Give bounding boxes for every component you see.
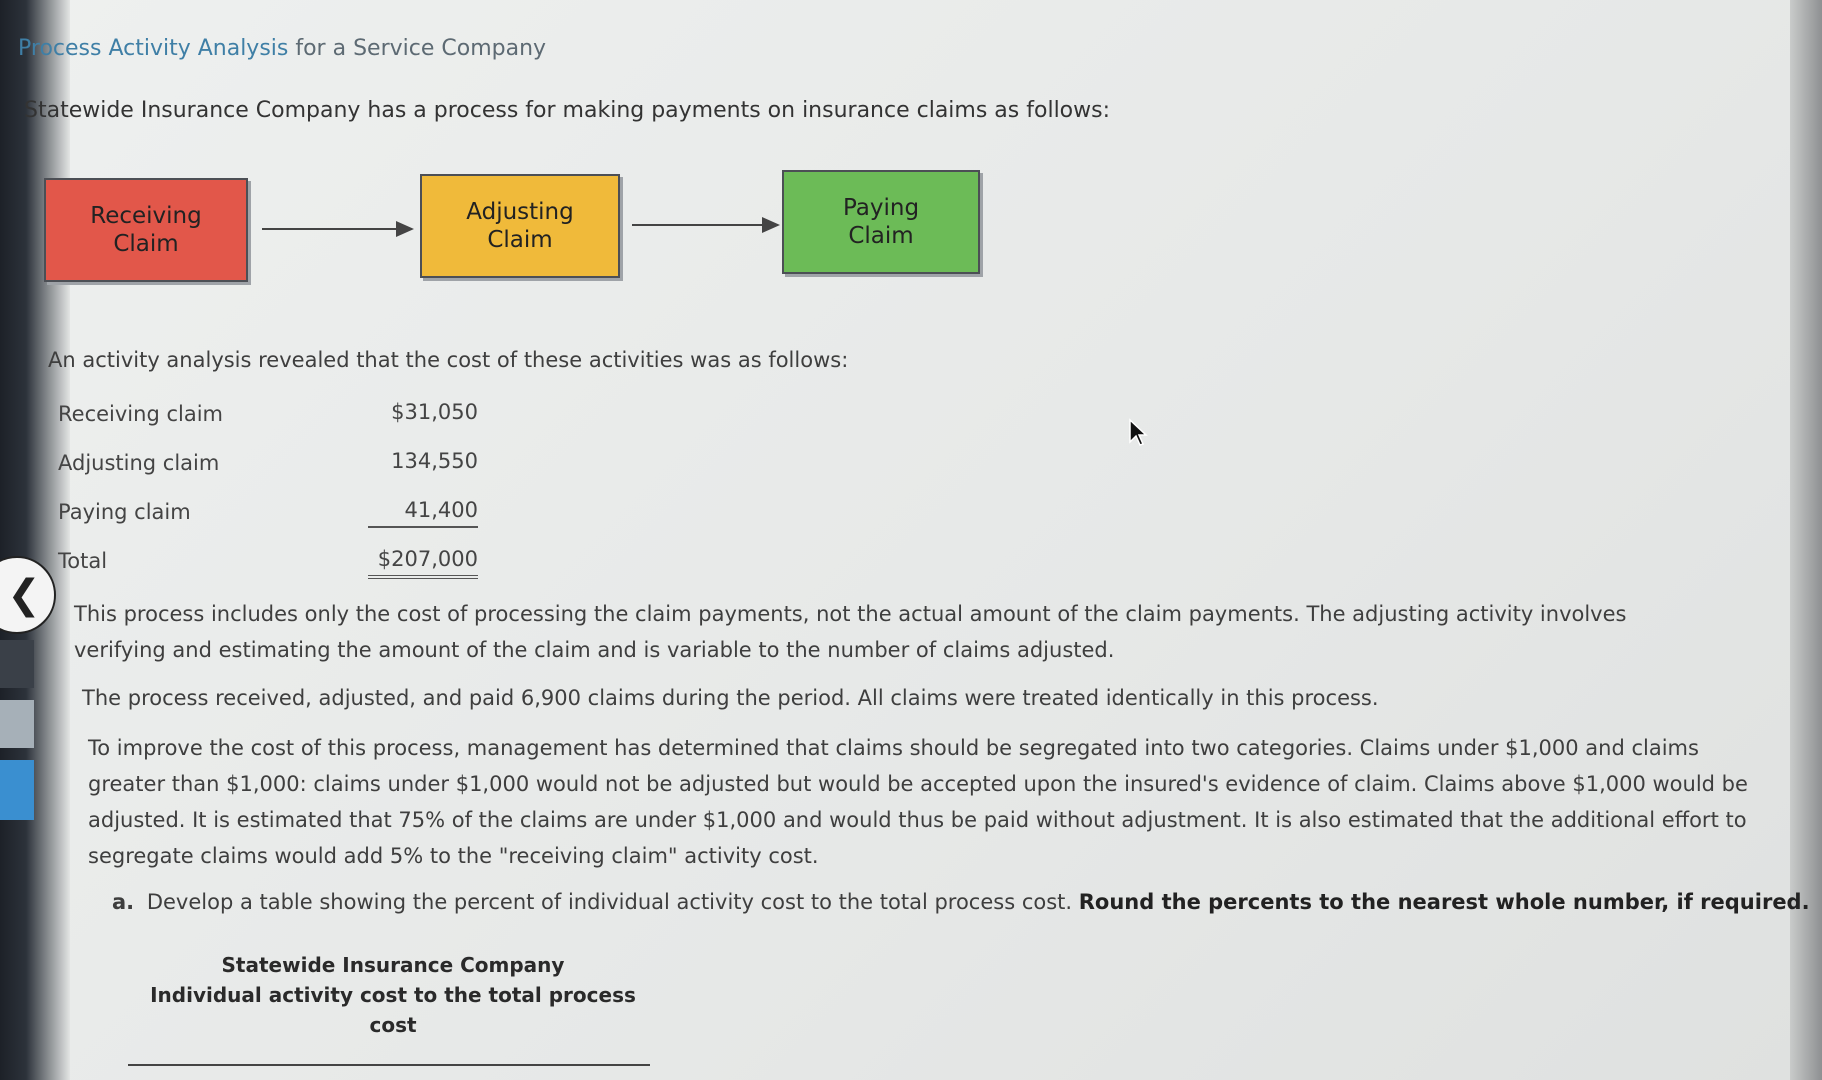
table-subtitle: Individual activity cost to the total process cost [150, 983, 636, 1037]
flow-arrow [262, 228, 412, 230]
left-edge-bar [0, 760, 34, 820]
adjusting-claim-box: Adjusting Claim [420, 174, 620, 278]
cost-row [58, 396, 478, 445]
mouse-pointer-icon [1128, 418, 1148, 448]
analysis-intro: An activity analysis revealed that the cost of these activities was as follows: [48, 348, 849, 372]
title-rest: for a Service Company [288, 36, 547, 61]
paying-claim-box: Paying Claim [782, 170, 980, 274]
receiving-claim-box: Receiving Claim [44, 178, 248, 282]
question-text: Develop a table showing the percent of individual activity cost to the total process cost. [140, 890, 1079, 914]
question-instruction: Round the percents to the nearest whole number, if required. [1078, 890, 1810, 914]
cost-row [58, 494, 478, 543]
cost-table [58, 396, 478, 592]
cost-value: 41,400 [368, 498, 478, 528]
chevron-left-icon: ❮ [7, 572, 41, 618]
cost-label: Receiving claim [58, 402, 223, 426]
flow-arrow [632, 224, 778, 226]
title-link[interactable]: Process Activity Analysis [18, 36, 289, 61]
left-edge-bar [0, 640, 34, 688]
cost-value: 134,550 [391, 449, 478, 473]
cost-label: Total [58, 549, 108, 573]
left-edge-bar [0, 700, 34, 748]
intro-text: Statewide Insurance Company has a process for making payments on insurance claims as follows: [24, 98, 1111, 123]
cost-value: $31,050 [391, 400, 478, 424]
question-letter: a. [112, 890, 135, 914]
paragraph: The process received, adjusted, and paid 6,900 claims during the period. All claims were treated identically in this process. [82, 686, 1379, 710]
cost-label: Adjusting claim [58, 451, 220, 475]
right-edge [1790, 0, 1822, 1080]
question-a [112, 890, 1810, 914]
page-title [18, 36, 546, 61]
table-company: Statewide Insurance Company [221, 953, 565, 977]
cost-row-total [58, 543, 478, 592]
table-heading [138, 950, 648, 1040]
paragraph: This process includes only the cost of processing the claim payments, not the actual amount of the claim payments. The adjusting activity involves verifying and estimating the amount of the claim and is variable to the number of claims adjusted. [74, 602, 1627, 662]
cost-row [58, 445, 478, 494]
cost-label: Paying claim [58, 500, 191, 524]
paragraph: To improve the cost of this process, management has determined that claims should be segregated into two categories. Claims under $1,000 and claims greater than $1,000: claims under $1,000 would not be adjusted but would be accepted upon the insured's evidence of claim. Claims above $1,000 would be adjusted. It is estimated that 75% of the claims are under $1,000 and would thus be paid without adjustment. It is also estimated that the additional effort to segregate claims would add 5% to the "receiving claim" activity cost. [88, 736, 1748, 868]
table-rule [128, 1064, 650, 1066]
cost-value: $207,000 [368, 547, 478, 579]
